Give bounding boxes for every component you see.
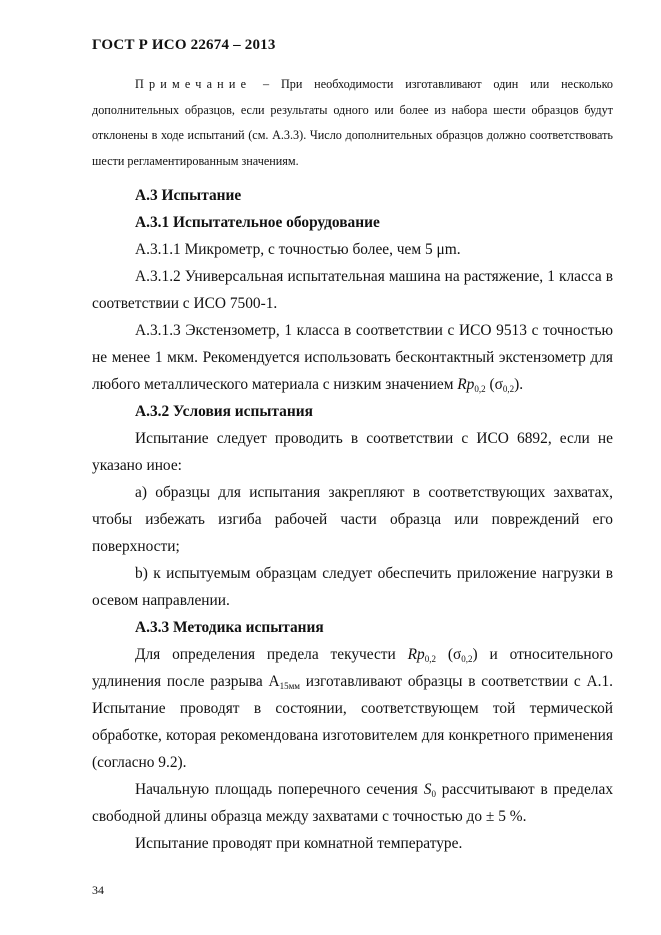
sigma-symbol: (σ — [435, 646, 462, 663]
section-a3-heading: А.3 Испытание — [135, 187, 242, 204]
section-a32-heading: А.3.2 Условия испытания — [135, 403, 313, 420]
note-paragraph — [92, 72, 613, 174]
a33-text-1: Для определения предела текучести — [135, 646, 408, 663]
a33-p2-text-1: Начальную площадь поперечного сечения — [135, 781, 424, 798]
rp-symbol: Rp — [457, 376, 475, 393]
page-number: 34 — [92, 883, 104, 897]
section-a33-heading: А.3.3 Методика испытания — [135, 619, 324, 636]
page-header: ГОСТ Р ИСО 22674 – 2013 — [92, 37, 276, 53]
section-a31-heading: А.3.1 Испытательное оборудование — [135, 214, 380, 231]
note-text: При необходимости изготавливают один или несколько дополнительных образцов, если результаты одного или более из набора шести образцов будут отклонены в ходе испытаний (см. А.3.3). Число дополнительных образцов должно соответствовать шести регламентированным значениям. — [92, 77, 613, 168]
sigma-subscript: 0,2 — [502, 384, 515, 394]
rp-symbol: Rp — [407, 646, 425, 663]
paragraph-a313 — [92, 317, 613, 398]
a33-p2-text-2: рассчитывают в пределах свободной длины образца между захватами с точностью до ± 5 %. — [92, 781, 614, 825]
paragraph-a33-3: Испытание проводят при комнатной температуре. — [135, 835, 463, 852]
rp-subscript: 0,2 — [424, 654, 436, 664]
paragraph-a33-2 — [92, 776, 613, 830]
s-symbol: S — [423, 781, 432, 798]
a33-text-2: ) и относительного удлинения после разрыва А — [92, 646, 613, 690]
list-item-b: b) к испытуемым образцам следует обеспечить приложение нагрузки в осевом направлении. — [92, 565, 613, 609]
paragraph-a33-1 — [92, 641, 613, 776]
rp-subscript: 0,2 — [474, 384, 486, 394]
paragraph-a311: А.3.1.1 Микрометр, с точностью более, чем 5 μm. — [135, 241, 461, 258]
a33-text-3: изготавливают образцы в соответствии с А.1. Испытание проводят в состоянии, соответствующем той термической обработке, которая рекомендована изготовителем для конкретного применения (согласно 9.2). — [92, 673, 613, 771]
s-subscript: 0 — [431, 789, 436, 799]
note-separator: – — [251, 77, 281, 91]
a-subscript: 15мм — [279, 681, 300, 691]
sigma-subscript: 0,2 — [461, 654, 473, 664]
note-label: Примечание — [135, 77, 252, 91]
sigma-symbol: (σ — [485, 376, 503, 393]
main-content — [92, 182, 613, 857]
paragraph-a32-intro: Испытание следует проводить в соответствии с ИСО 6892, если не указано иное: — [92, 430, 613, 474]
paragraph-a312: А.3.1.2 Универсальная испытательная машина на растяжение, 1 класса в соответствии с ИСО 7500-1. — [92, 268, 613, 312]
a313-close: ). — [514, 376, 524, 393]
list-item-a: а) образцы для испытания закрепляют в соответствующих захватах, чтобы избежать изгиба рабочей части образца или повреждений его поверхности; — [92, 484, 613, 555]
a313-text: А.3.1.3 Экстензометр, 1 класса в соответствии с ИСО 9513 с точностью не менее 1 мкм. Рекомендуется использовать бесконтактный экстензометр для любого металлического материала с низким значением — [92, 322, 613, 393]
